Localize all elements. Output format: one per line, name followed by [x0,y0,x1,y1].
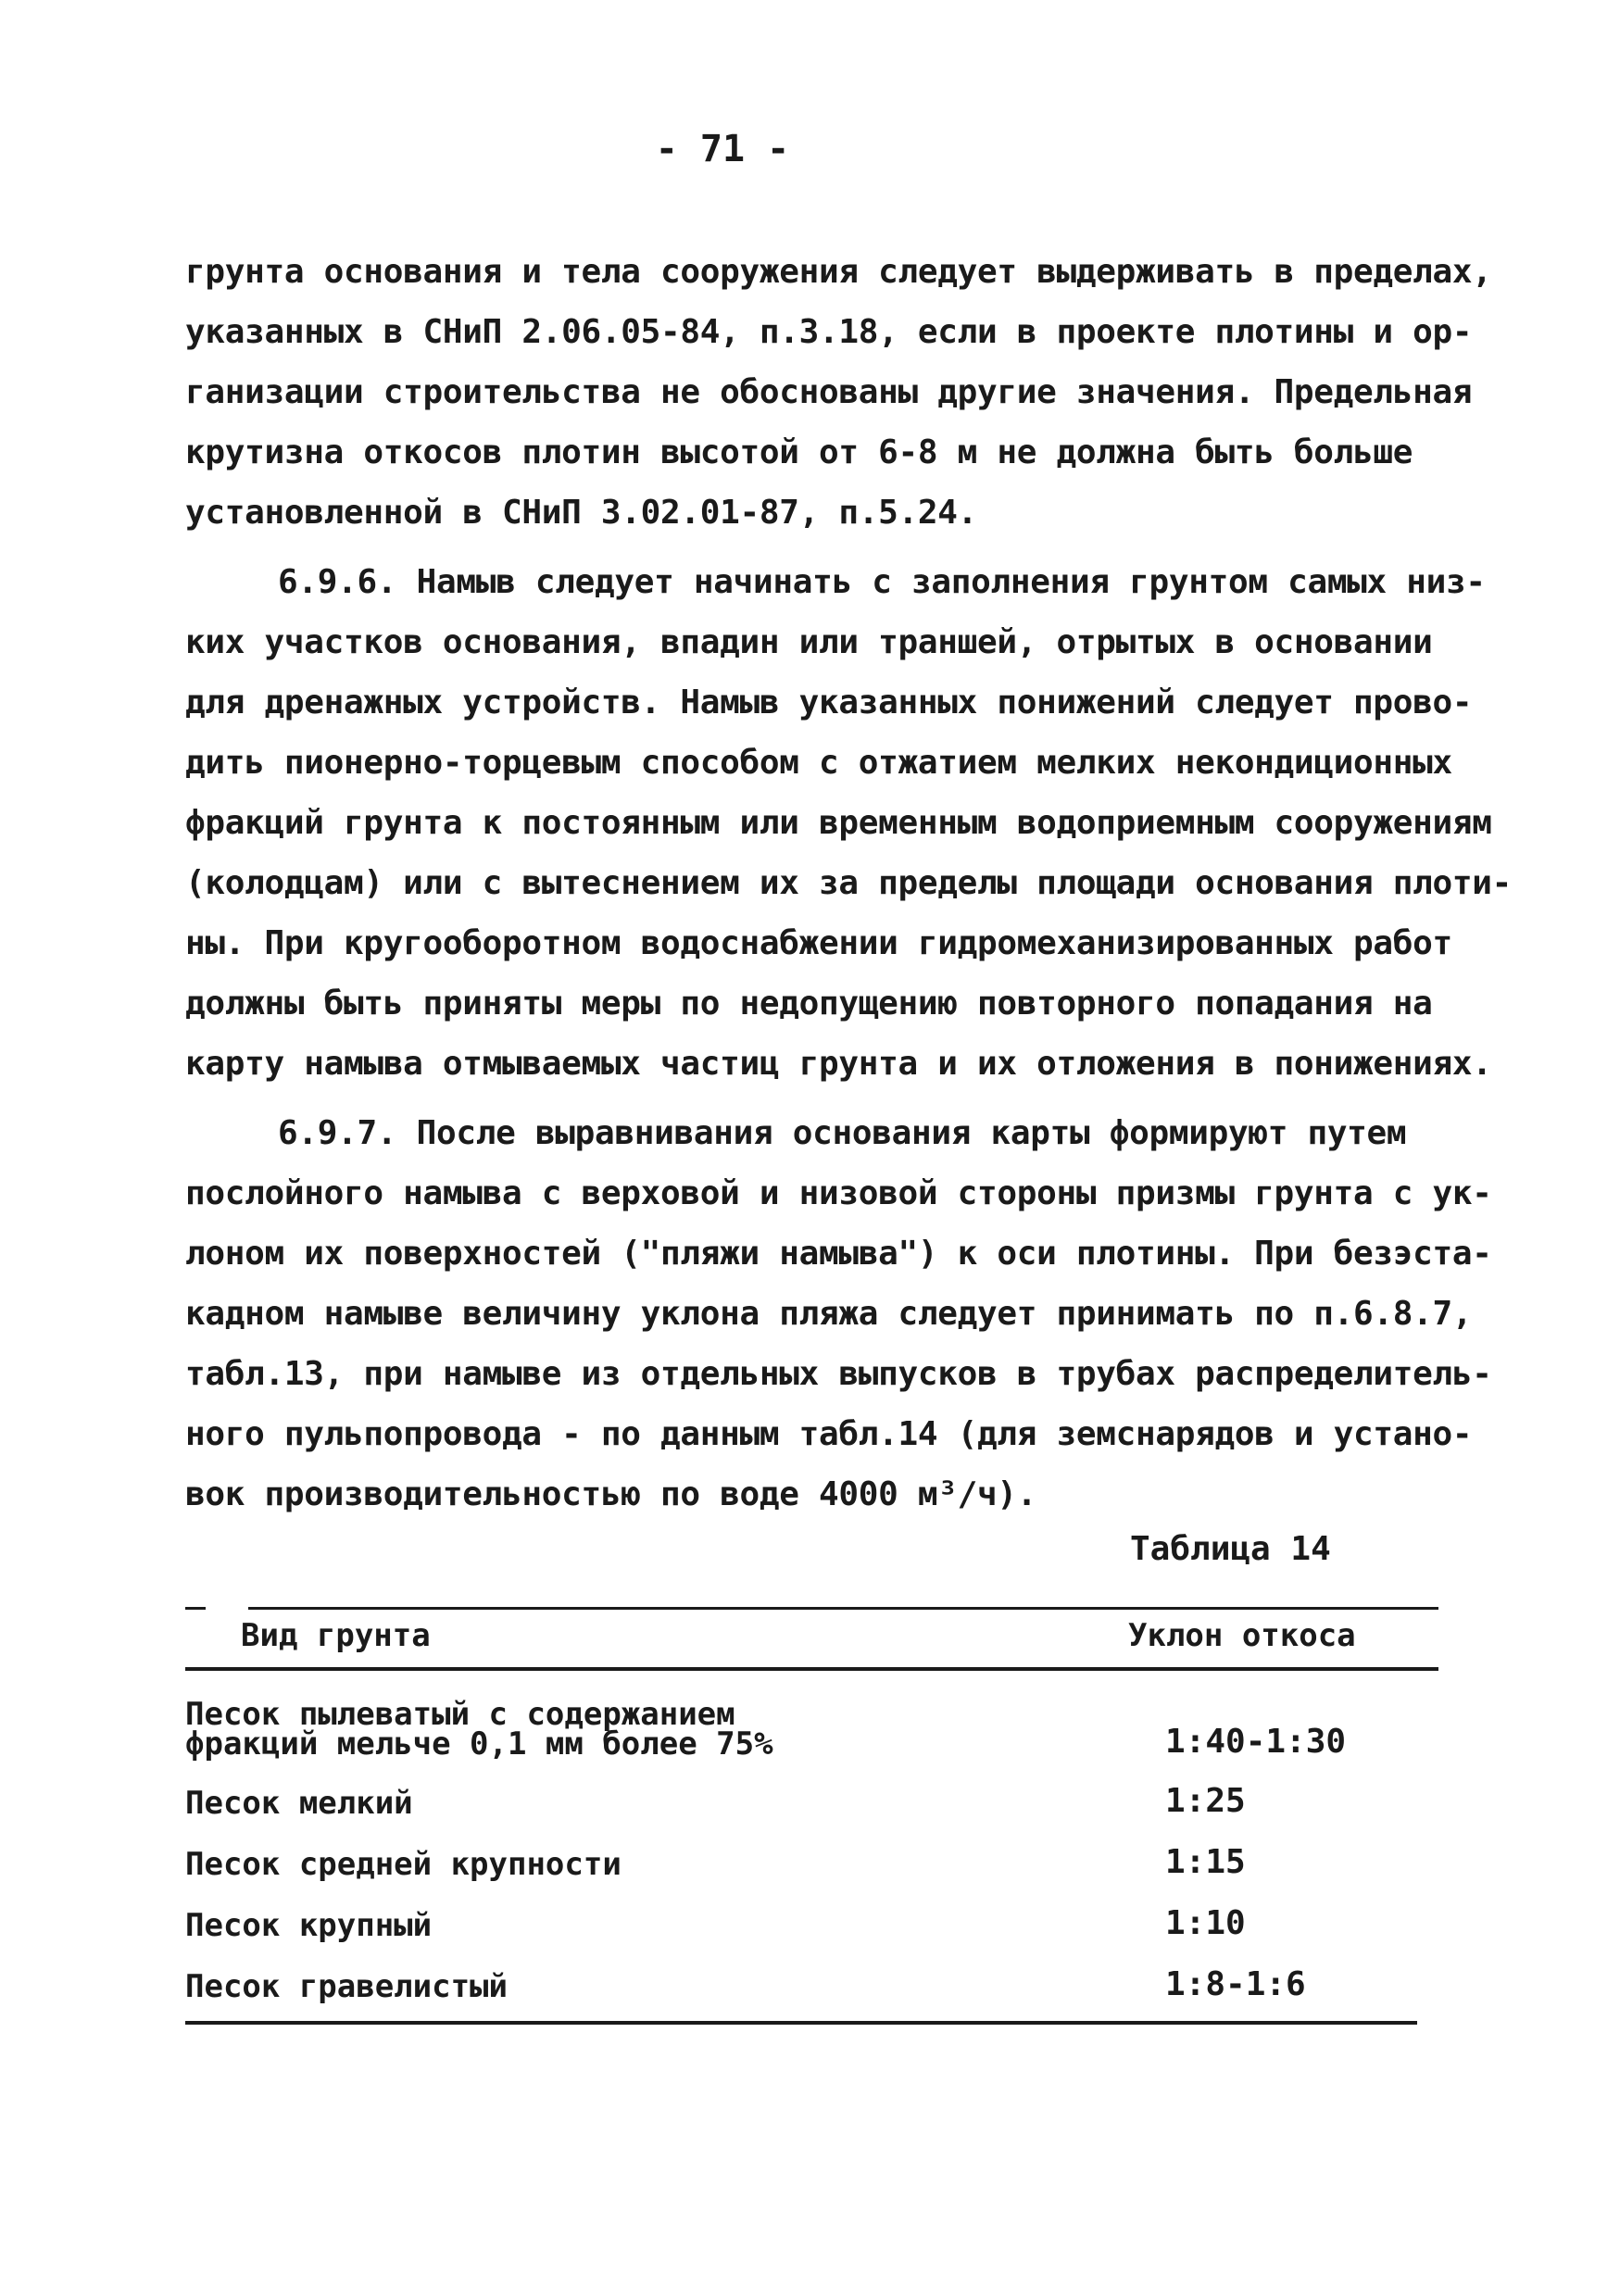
text-line: установленной в СНиП 3.02.01-87, п.5.24. [185,494,977,532]
text-line: дить пионерно-торцевым способом с отжатием мелких некондиционных [185,744,1452,782]
table-top-rule [248,1607,1438,1610]
text-line: вок производительностью по воде 4000 м³/ч). [185,1475,1037,1513]
text-line: ного пульпопровода - по данным табл.14 (для земснарядов и устано- [185,1415,1473,1453]
text-line: ганизации строительства не обоснованы другие значения. Предельная [185,373,1473,411]
table-cell-soil: Песок крупный [185,1907,433,1944]
table-cell-soil: Песок пылеватый с содержанием [185,1696,735,1733]
table-header-rule [185,1667,1438,1671]
text-line: должны быть приняты меры по недопущению повторного попадания на [185,985,1433,1023]
text-line: 6.9.7. После выравнивания основания карты формируют путем [278,1114,1407,1152]
table-cell-slope: 1:40-1:30 [1165,1723,1347,1761]
text-line: лоном их поверхностей ("пляжи намыва") к оси плотины. При безэста- [185,1235,1492,1273]
text-line: (колодцам) или с вытеснением их за пределы площади основания плоти- [185,864,1513,902]
table-caption: Таблица 14 [1130,1530,1331,1568]
page-number: - 71 - [655,128,790,170]
table-top-rule-dash [185,1607,206,1610]
table-bottom-rule [185,2021,1417,2025]
table-cell-soil: Песок средней крупности [185,1846,622,1883]
table-cell-soil: Песок гравелистый [185,1968,508,2005]
table-cell-soil: Песок мелкий [185,1785,413,1822]
table-cell-slope: 1:25 [1165,1782,1246,1820]
table-cell-slope: 1:10 [1165,1904,1246,1942]
text-line: ких участков основания, впадин или траншей, отрытых в основании [185,623,1433,661]
text-line: грунта основания и тела сооружения следует выдерживать в пределах, [185,253,1492,291]
text-line: ны. При кругооборотном водоснабжении гидромеханизированных работ [185,924,1452,962]
text-line: 6.9.6. Намыв следует начинать с заполнения грунтом самых низ- [278,563,1486,601]
text-line: послойного намыва с верховой и низовой стороны призмы грунта с ук- [185,1174,1492,1212]
text-line: кадном намыве величину уклона пляжа следует принимать по п.6.8.7, [185,1295,1473,1333]
table-cell-slope: 1:15 [1165,1843,1246,1881]
text-line: крутизна откосов плотин высотой от 6-8 м не должна быть больше [185,433,1413,471]
column-header-slope: Уклон откоса [1128,1617,1356,1654]
text-line: для дренажных устройств. Намыв указанных понижений следует прово- [185,684,1473,721]
table-cell-soil: фракций мельче 0,1 мм более 75% [185,1725,773,1763]
table-cell-slope: 1:8-1:6 [1165,1965,1306,2003]
text-line: указанных в СНиП 2.06.05-84, п.3.18, если в проекте плотины и ор- [185,313,1473,351]
text-line: карту намыва отмываемых частиц грунта и их отложения в понижениях. [185,1045,1492,1083]
text-line: фракций грунта к постоянным или временным водоприемным сооружениям [185,804,1492,842]
text-line: табл.13, при намыве из отдельных выпусков в трубах распределитель- [185,1355,1492,1393]
column-header-soil: Вид грунта [241,1617,431,1654]
